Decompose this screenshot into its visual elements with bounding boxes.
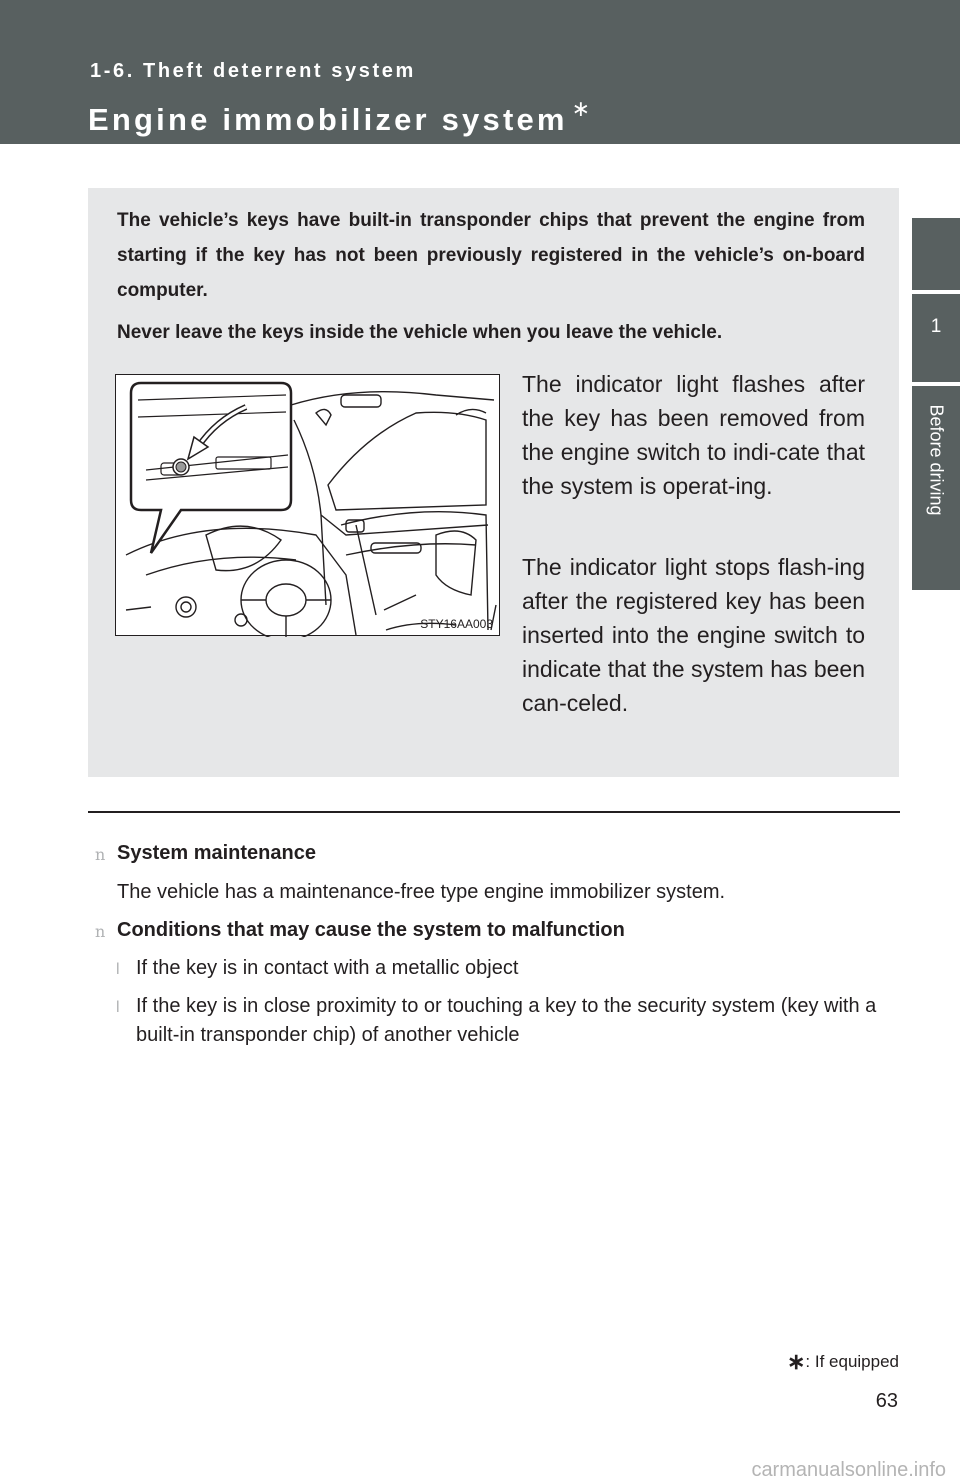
subheading-system-maintenance: System maintenance bbox=[117, 842, 316, 864]
indicator-illustration bbox=[115, 374, 500, 636]
section-bullet-icon: n bbox=[95, 922, 106, 941]
chapter-name: Before driving bbox=[926, 404, 947, 516]
if-equipped-mark: ∗ bbox=[571, 96, 591, 121]
list-bullet-icon: l bbox=[116, 961, 120, 978]
page-title-text: Engine immobilizer system bbox=[88, 102, 568, 137]
list-item: If the key is in close proximity to or touching a key to the security system (key with a built-in transponder chip) of another vehicle bbox=[136, 995, 877, 1046]
watermark-text: carmanualsonline.info bbox=[751, 1459, 946, 1481]
chapter-number: 1 bbox=[930, 316, 942, 337]
watermark-bar bbox=[0, 1455, 960, 1484]
intro-warning: Never leave the keys inside the vehicle when you leave the vehicle. bbox=[117, 322, 723, 343]
chapter-number-box bbox=[912, 290, 960, 386]
indicator-stopped-text: The indicator light stops flash-ing after the registered key has been inserted into the engine switch to indicate that the system has been can-celed. bbox=[522, 554, 865, 716]
subheading-malfunction-conditions: Conditions that may cause the system to malfunction bbox=[117, 919, 625, 941]
section-divider bbox=[88, 811, 900, 813]
maintenance-text: The vehicle has a maintenance-free type engine immobilizer system. bbox=[117, 881, 726, 903]
page-title bbox=[88, 96, 590, 138]
illustration-code: STY16AA003 bbox=[420, 617, 493, 631]
section-label: 1-6. Theft deterrent system bbox=[90, 60, 416, 82]
list-bullet-icon: l bbox=[116, 999, 120, 1016]
page-number: 63 bbox=[875, 1390, 898, 1412]
section-bullet-icon: n bbox=[95, 845, 106, 864]
dashboard-drawing bbox=[116, 375, 501, 637]
footnote bbox=[787, 1349, 899, 1375]
intro-paragraph: The vehicle’s keys have built-in transponder chips that prevent the engine from starting if the key has not been previously registered in the vehicle’s on-board computer. bbox=[117, 210, 865, 301]
footnote-text: : If equipped bbox=[805, 1352, 899, 1371]
chapter-header bbox=[0, 0, 960, 144]
list-item: If the key is in contact with a metallic object bbox=[136, 957, 519, 979]
footnote-mark: ∗ bbox=[786, 1349, 806, 1374]
indicator-flashing-text: The indicator light flashes after the key has been removed from the engine switch to indi-cate that the system is operat-ing. bbox=[522, 371, 865, 499]
